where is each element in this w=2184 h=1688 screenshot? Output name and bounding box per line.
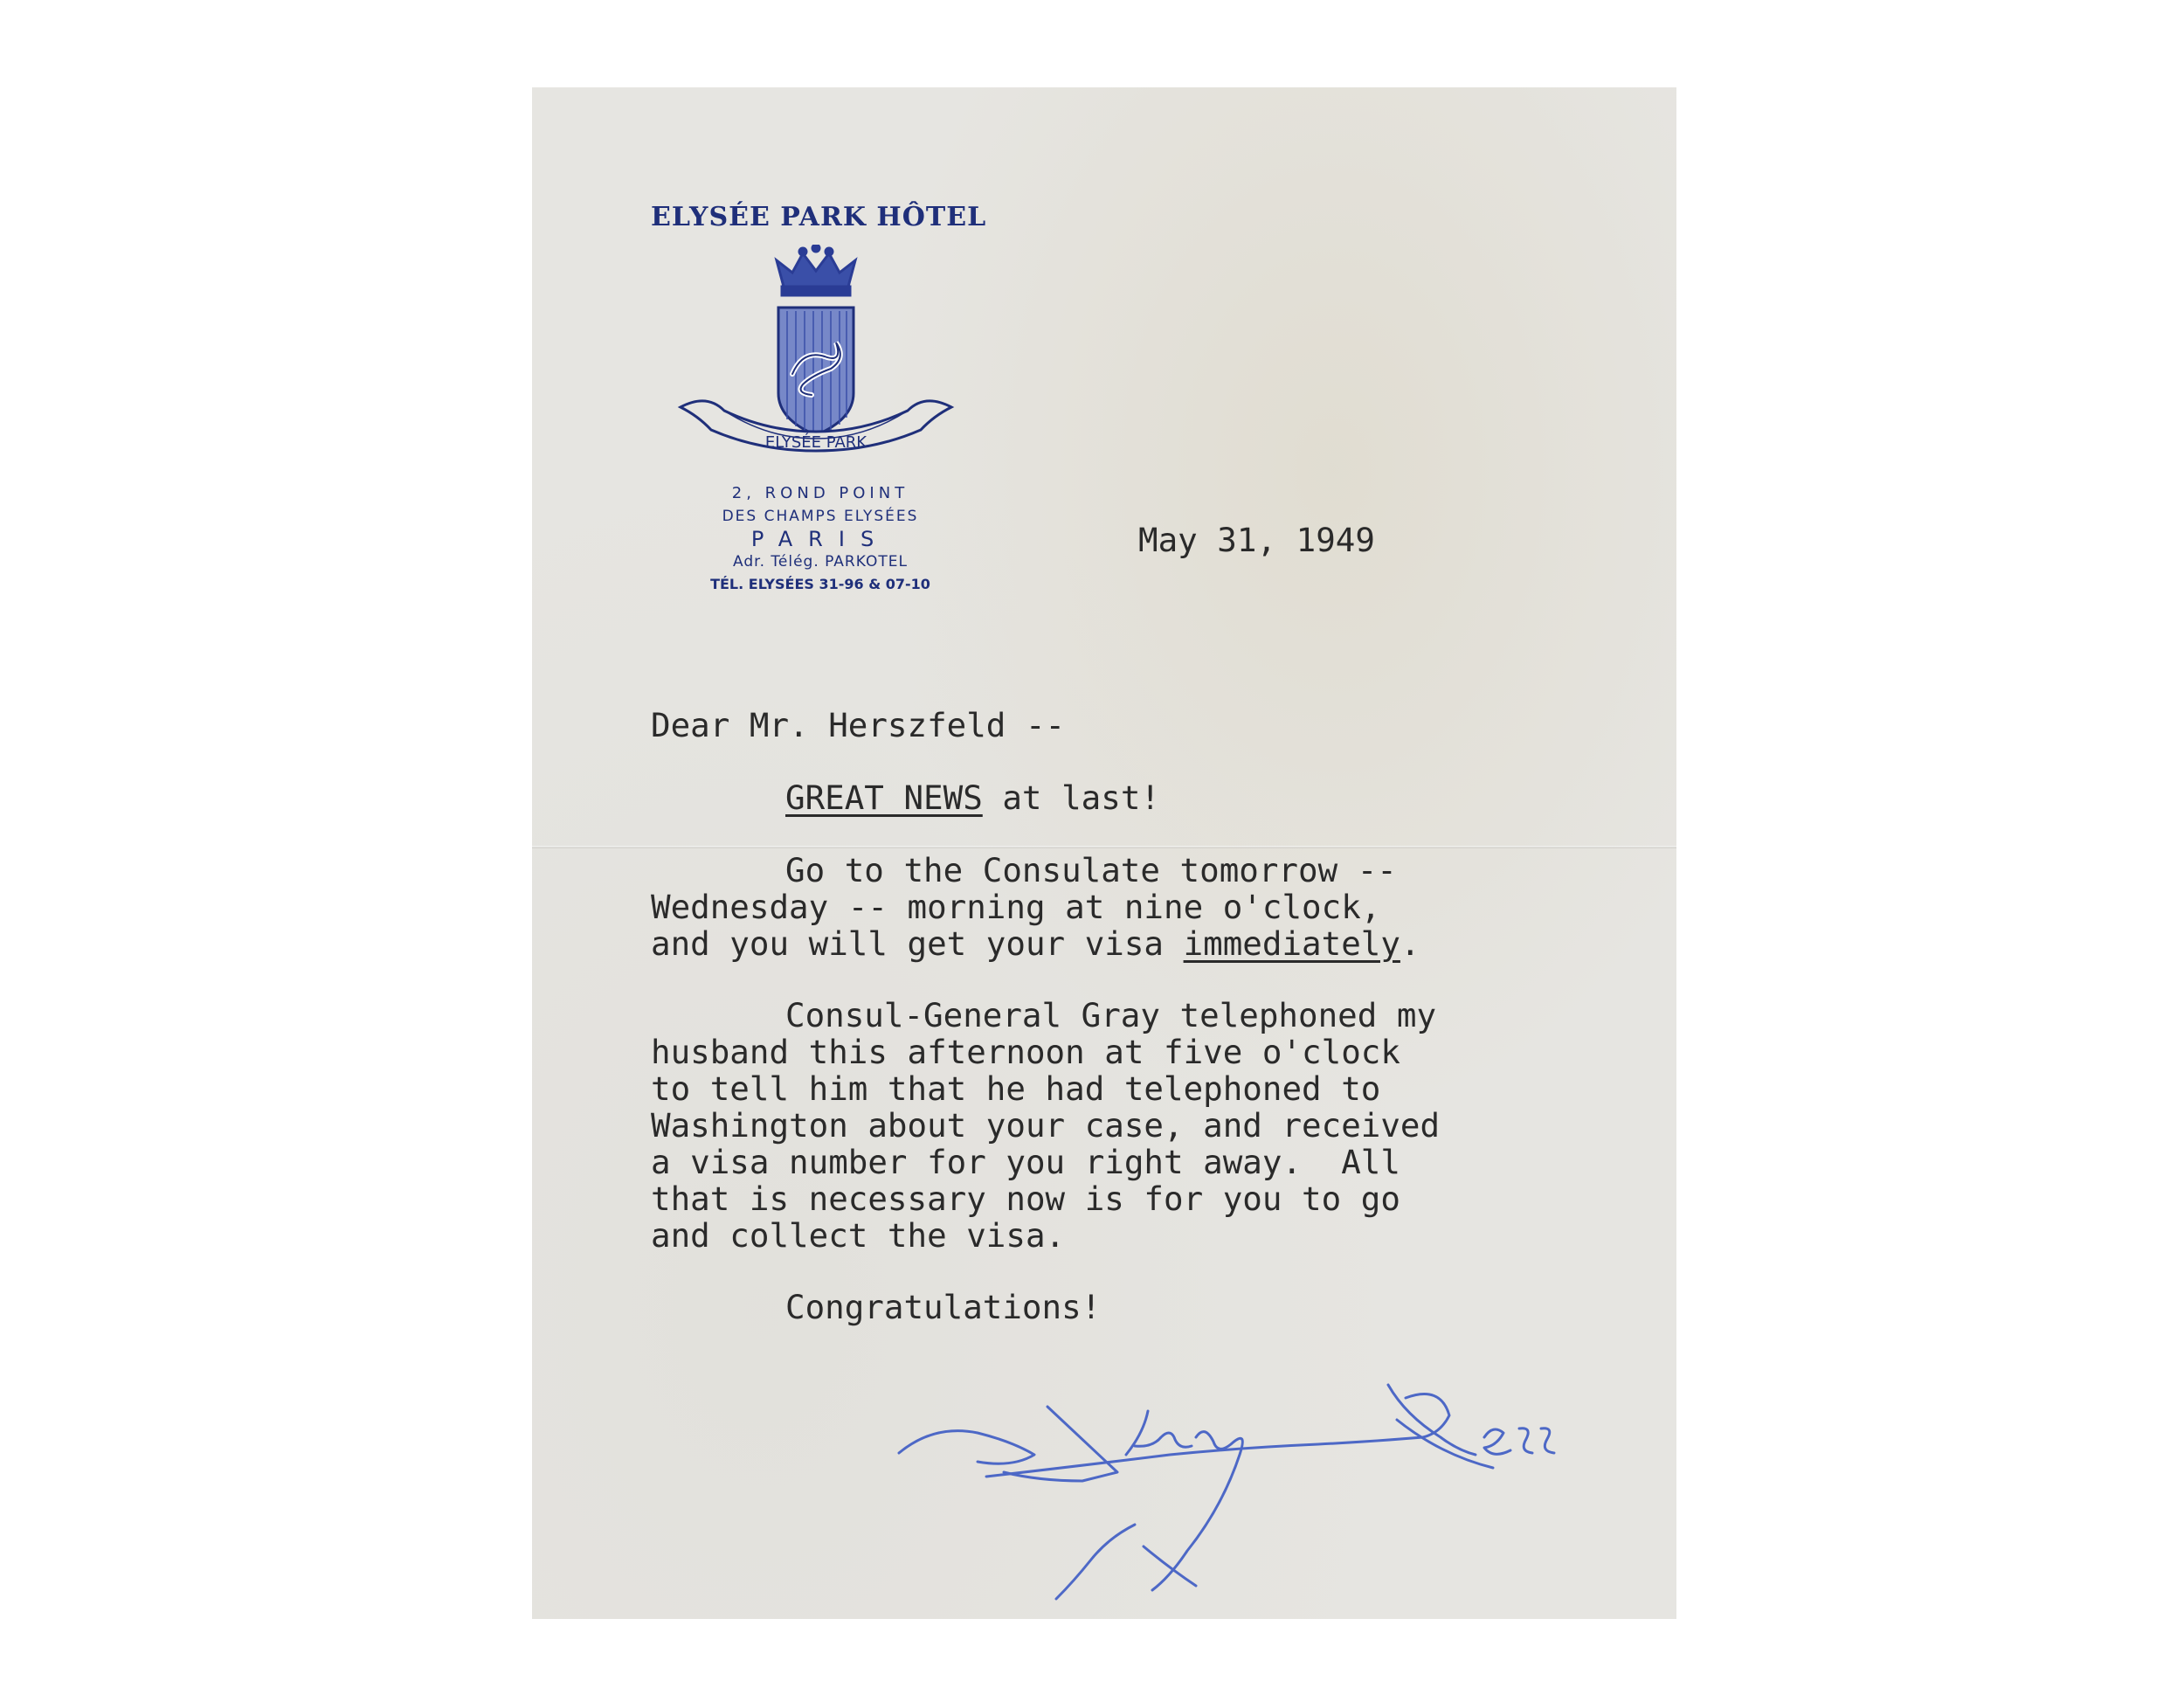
body-line: Washington about your case, and received	[651, 1106, 1441, 1145]
body-line: to tell him that he had telephoned to	[651, 1069, 1381, 1108]
crest-banner: ELYSÉE PARK	[764, 433, 867, 452]
closing: Congratulations!	[785, 1288, 1102, 1326]
body-line	[651, 924, 1420, 963]
body-text: .	[1400, 924, 1420, 963]
body-text: and you will get your visa	[651, 924, 1184, 963]
body-line: Consul-General Gray telephoned my	[785, 996, 1437, 1034]
address-line: PARIS	[750, 527, 890, 551]
salutation: Dear Mr. Herszfeld --	[651, 706, 1066, 744]
headline-rest: at last!	[982, 778, 1160, 817]
letter-page	[532, 87, 1676, 1619]
address-line: TÉL. ELYSÉES 31-96 & 07-10	[710, 576, 930, 592]
fold-line	[532, 846, 1676, 848]
emphasis-underlined: immediately	[1183, 924, 1400, 963]
body-line: Wednesday -- morning at nine o'clock,	[651, 888, 1381, 926]
body-line: a visa number for you right away. All	[651, 1143, 1400, 1181]
address-line: 2, ROND POINT	[731, 484, 909, 502]
body-line: Go to the Consulate tomorrow --	[785, 851, 1397, 889]
headline-line	[785, 778, 1160, 817]
signature	[881, 1350, 1641, 1612]
body-line: husband this afternoon at five o'clock	[651, 1033, 1400, 1071]
headline-underlined: GREAT NEWS	[785, 778, 983, 817]
crest-icon	[672, 245, 960, 472]
address-line: DES CHAMPS ELYSÉES	[722, 508, 919, 525]
address-line: Adr. Télég. PARKOTEL	[733, 553, 908, 571]
body-line: that is necessary now is for you to go	[651, 1180, 1400, 1218]
letter-date: May 31, 1949	[1138, 521, 1375, 559]
body-line: and collect the visa.	[651, 1216, 1066, 1255]
hotel-address	[637, 482, 1004, 596]
hotel-name: ELYSÉE PARK HÔTEL	[651, 202, 987, 232]
